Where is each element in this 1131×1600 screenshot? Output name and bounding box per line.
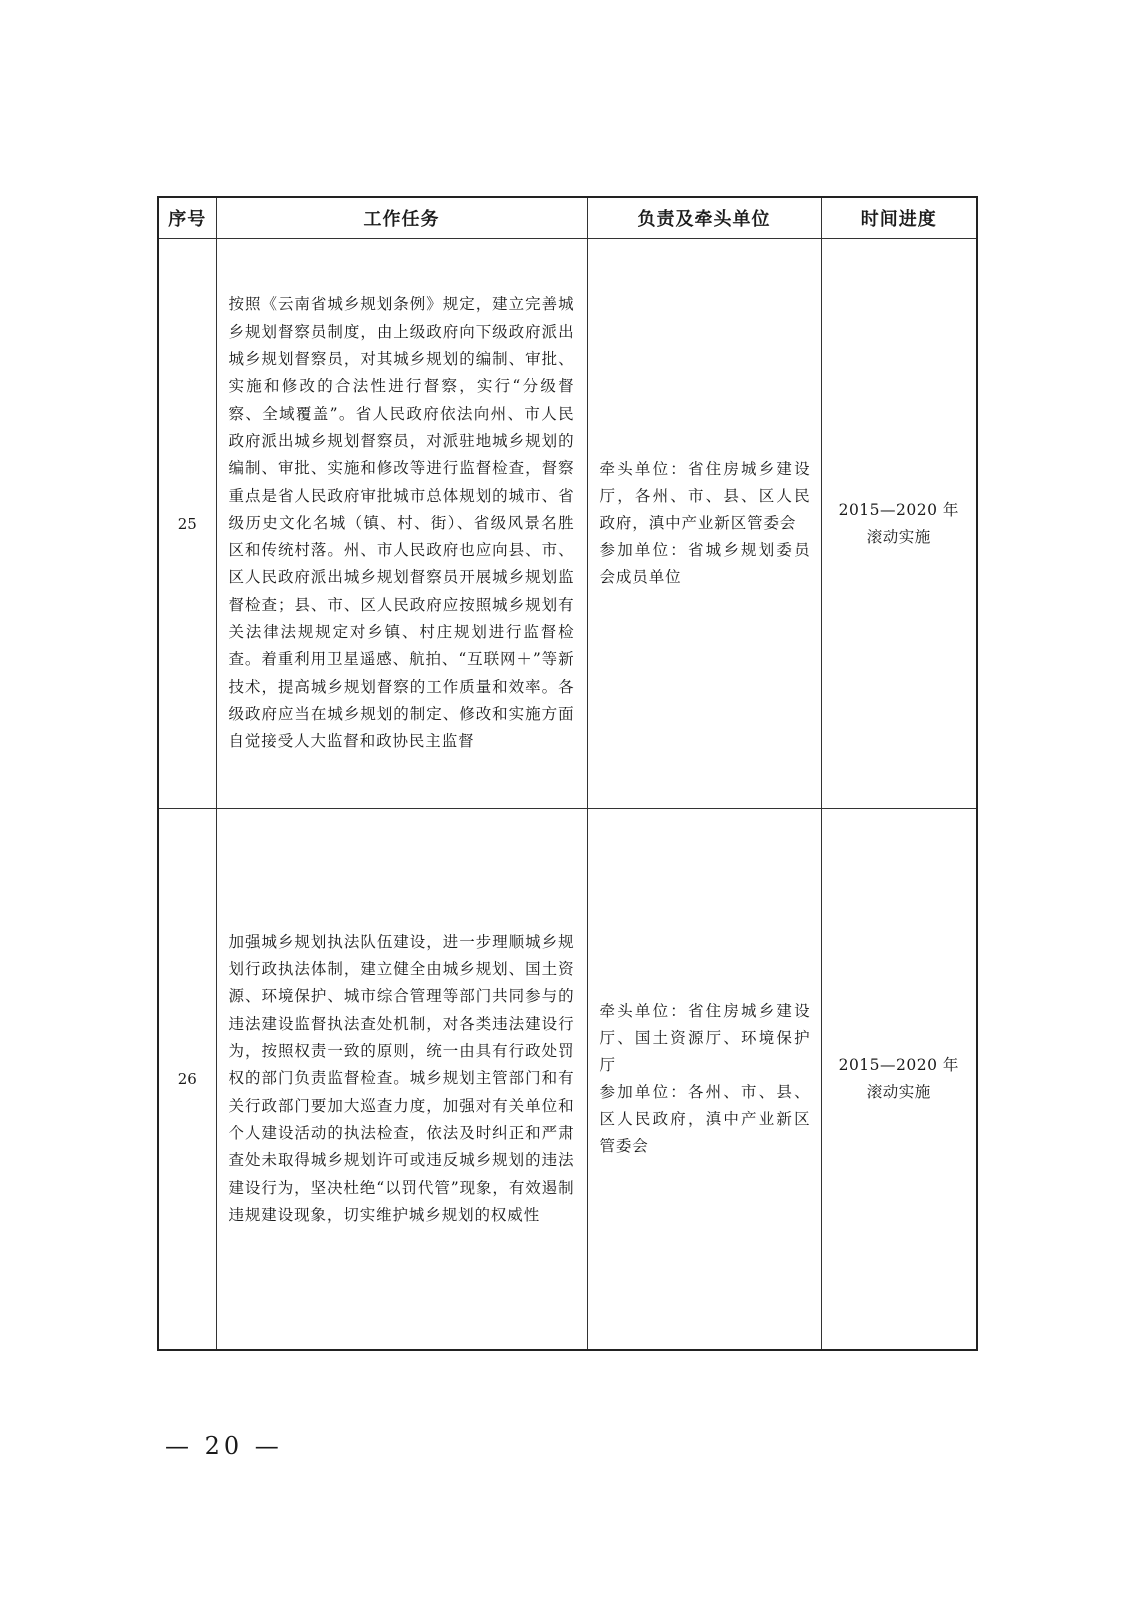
table-header-row bbox=[158, 197, 977, 239]
row-unit-participate: 参加单位：各州、市、县、区人民政府，滇中产业新区管委会 bbox=[599, 1083, 811, 1155]
header-task: 工作任务 bbox=[216, 197, 587, 239]
row-task-text: 按照《云南省城乡规划条例》规定，建立完善城乡规划督察员制度，由上级政府向下级政府派出城乡规划督察员，对其城乡规划的编制、审批、实施和修改的合法性进行督察，实行“分级督察、全域覆盖”。省人民政府依法向州、市人民政府派出城乡规划督察员，对派驻地城乡规划的编制、审批、实施和修改等进行监督检查，督察重点是省人民政府审批城市总体规划的城市、省级历史文化名城（镇、村、街）、省级风景名胜区和传统村落。州、市人民政府也应向县、市、区人民政府派出城乡规划督察员开展城乡规划监督检查；县、市、区人民政府应按照城乡规划有关法律法规规定对乡镇、村庄规划进行监督检查。着重利用卫星遥感、航拍、“互联网＋”等新技术，提高城乡规划督察的工作质量和效率。各级政府应当在城乡规划的制定、修改和实施方面自觉接受人大监督和政协民主监督 bbox=[228, 295, 575, 751]
row-unit-lead: 牵头单位：省住房城乡建设厅、国土资源厅、环境保护厅 bbox=[599, 1002, 811, 1074]
row-unit-cell bbox=[587, 809, 821, 1351]
row-task-text: 加强城乡规划执法队伍建设，进一步理顺城乡规划行政执法体制，建立健全由城乡规划、国土资源、环境保护、城市综合管理等部门共同参与的违法建设监督执法查处机制，对各类违法建设行为，按照权责一致的原则，统一由具有行政处罚权的部门负责监督检查。城乡规划主管部门和有关行政部门要加大巡查力度，加强对有关单位和个人建设活动的执法检查，依法及时纠正和严肃查处未取得城乡规划许可或违反城乡规划的违法建设行为，坚决杜绝“以罚代管”现象，有效遏制违规建设现象，切实维护城乡规划的权威性 bbox=[228, 932, 575, 1224]
row-unit-cell bbox=[587, 239, 821, 809]
header-unit: 负责及牵头单位 bbox=[587, 197, 821, 239]
row-time-mode: 滚动实施 bbox=[866, 1083, 931, 1101]
row-time-mode: 滚动实施 bbox=[866, 527, 931, 546]
row-time-range: 2015—2020 年 bbox=[838, 500, 959, 519]
row-time-range: 2015—2020 年 bbox=[838, 1056, 959, 1074]
task-table bbox=[157, 196, 978, 1351]
page-number: — 20 — bbox=[165, 1432, 283, 1460]
row-task-cell bbox=[216, 809, 587, 1351]
table-row bbox=[158, 239, 977, 809]
row-time-cell bbox=[821, 239, 977, 809]
table-row bbox=[158, 809, 977, 1351]
row-seq: 25 bbox=[158, 239, 216, 809]
row-unit-participate: 参加单位：省城乡规划委员会成员单位 bbox=[599, 541, 811, 586]
row-time-cell bbox=[821, 809, 977, 1351]
row-unit-lead: 牵头单位：省住房城乡建设厅，各州、市、县、区人民政府，滇中产业新区管委会 bbox=[599, 460, 811, 532]
row-seq: 26 bbox=[158, 809, 216, 1351]
header-seq: 序号 bbox=[158, 197, 216, 239]
header-time: 时间进度 bbox=[821, 197, 977, 239]
row-task-cell bbox=[216, 239, 587, 809]
